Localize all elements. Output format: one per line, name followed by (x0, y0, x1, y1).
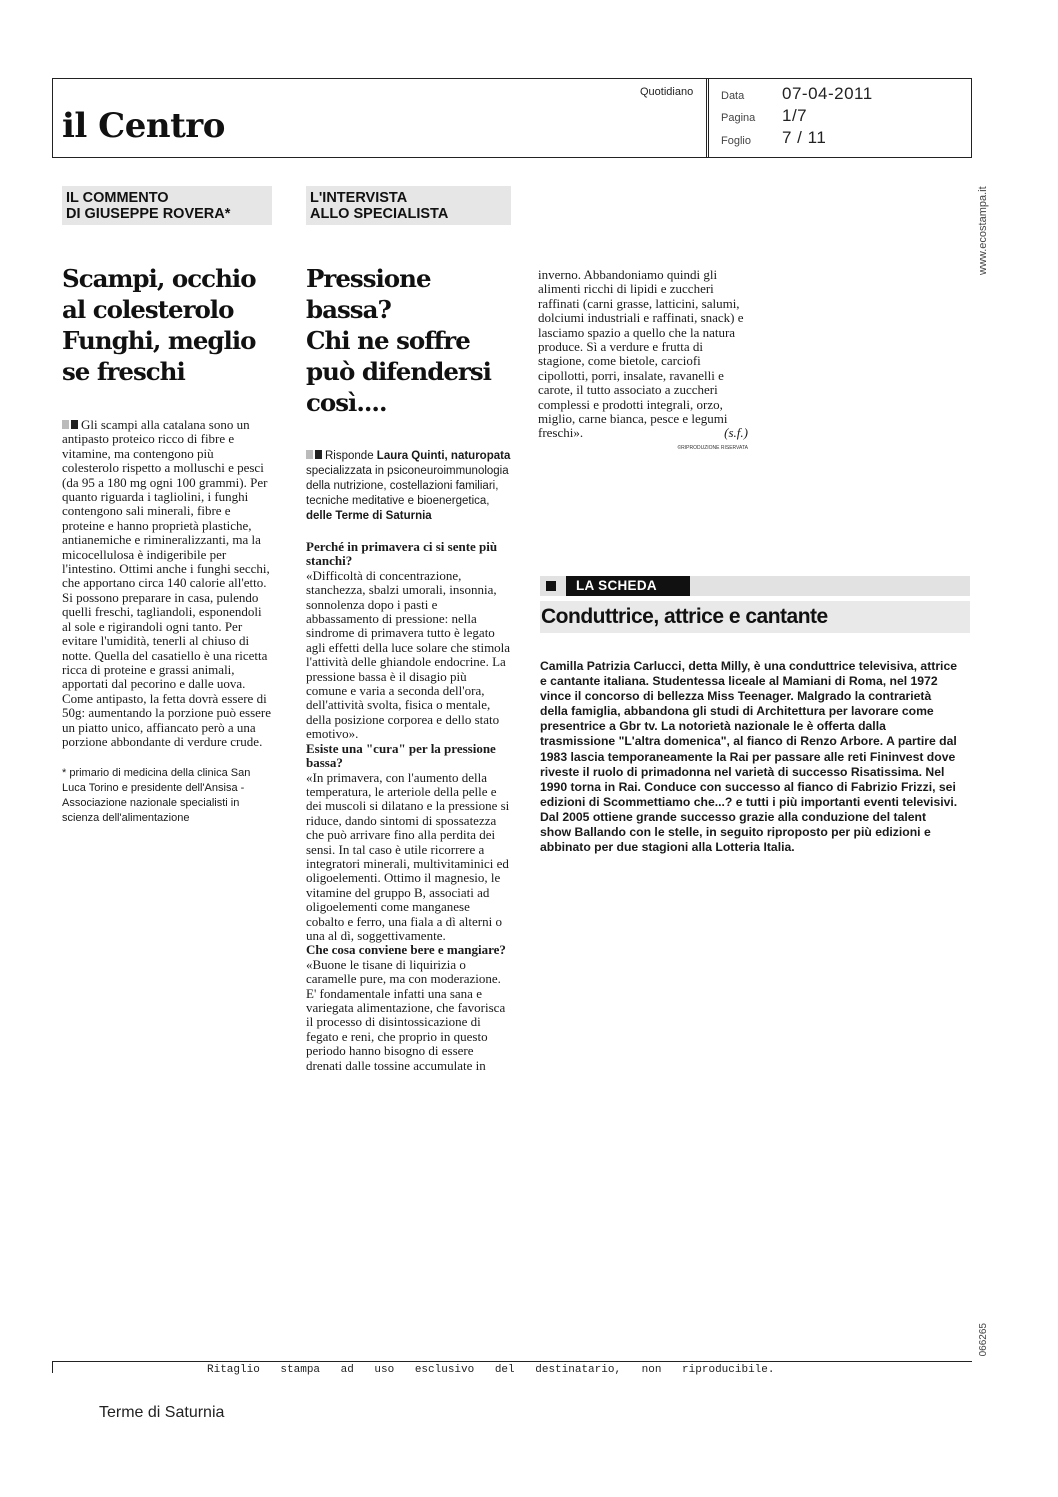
intervista-kicker: L'INTERVISTA ALLO SPECIALISTA (306, 186, 511, 225)
scheda-square-icon (546, 581, 556, 591)
date-value: 07-04-2011 (782, 84, 873, 103)
lead-square-icon (71, 420, 78, 429)
commento-body: Gli scampi alla catalana sono un antipasto proteico ricco di fibre e vitamine, ma contengono più colesterolo rispetto a molluschi e pesci (da 95 a 180 mg ogni 100 grammi). Per quanto riguarda i tagliolini, i funghi contengono sali minerali, fibre e proteine e hanno proprietà plastiche, antianemiche e rimineralizzanti, ma la micocellulosa è indigeribile per l'intestino. Ottimi anche i funghi secchi, che apportano circa 140 calorie all'etto. Si possono preparare in casa, pulendo quelli freschi, tagliandoli, esponendoli al sole e rigirandoli ogni tanto. Per evitare l'umidità, tenerli al chiuso di notte. Quella del casatiello è una ricetta ricca di proteine e grassi animali, apportati dal pecorino e dalle uova. Come antipasto, la fetta dovrà essere di 50g: aumentando la porzione può essere un piatto unico, affiancato però a una porzione abbondante di verdure crude. (62, 417, 272, 749)
lead-mark-icon (306, 450, 313, 459)
scheda-body: Camilla Patrizia Carlucci, detta Milly, è una conduttrice televisiva, attrice e cantante italiana. Studentessa liceale al Mamiani di Roma, nel 1972 vince il concorso di bellezza Miss Teenager. Malgrado la contrarietà della famiglia, abbandona gli studi di Architettura per lavorare come presentrice a Gbr tv. La notorietà nazionale le è offerta dalla trasmissione "L'altra domenica", al fianco di Renzo Arbore. A partire dal 1983 lascia temporaneamente la Rai per passare alle reti Fininvest dove riveste il ruolo di primadonna nel varietà di successo Risatissima. Nel 1990 torna in Rai. Conduce con successo al fianco di Fabrizio Frizzi, sei edizioni di Scommettiamo che...? e tutti i più importanti eventi televisivi. Dal 2005 ottiene grande successo grazie alla conduzione del talent show Ballando con le stelle, in seguito riproposto per più edizioni e abbinato per due stagioni alla Lotteria Italia. (540, 659, 958, 855)
answer-1: «Difficoltà di concentrazione, stanchezza, sbalzi umorali, insonnia, sonnolenza dopo i pasti e abbassamento di pressione: nella sindrome di primavera tutto è legato agli effetti della luce solare che stimola l'attività delle ghiandole endocrine. La pressione bassa è il disagio più comune e varia a seconda dell'ora, dell'attività svolta, fisica o mentale, della posizione corporea e dello stato emotivo». (306, 567, 511, 742)
answer-2: «In primavera, con l'aumento della temperatura, le arteriole della pelle e dei muscoli si dilatano e la pressione si riduce, dando sintomi di spossatezza che può arrivare fino alla perdita dei sensi. In tal caso è utile ricorrere a integratori minerali, multivitaminici ed oligoelementi. Ottimo il magnesio, le vitamine del gruppo B, associati ad oligoelementi come manganese cobalto e ferro, una fiala a dì alterni o una al dì, soggettivamente. (306, 769, 510, 943)
website-vertical: www.ecostampa.it (977, 186, 989, 275)
scheda-label: LA SCHEDA (576, 578, 657, 593)
date-label: Data (721, 90, 745, 102)
rights-notice: ©RIPRODUZIONE RISERVATA (677, 444, 748, 451)
header-divider (706, 78, 709, 158)
author-signature: (s.f.) (724, 425, 748, 441)
masthead: il Centro (62, 106, 225, 146)
intervista-intro: Risponde Laura Quinti, naturopata specializzata in psiconeuroimmunologia della nutrizione, costellazioni familiari, tecniche meditative e bioenergetica, delle Terme di Saturnia (306, 450, 511, 522)
clipping-code: 066265 (978, 1323, 989, 1357)
commento-kicker: IL COMMENTO DI GIUSEPPE ROVERA* (62, 186, 272, 225)
commento-footnote: * primario di medicina della clinica San Luca Torino e presidente dell'Ansisa - Associazione nazionale specialisti in scienza dell'alimentazione (62, 767, 251, 825)
lead-square-icon (315, 450, 322, 459)
publication-type: Quotidiano (640, 86, 694, 98)
answer-3-continued: inverno. Abbandoniamo quindi gli alimenti ricchi di lipidi e zuccheri raffinati (carni grasse, latticini, salumi, dolciumi industriali e raffinati, snack) e lasciamo spazio a quello che la natura produce. Sì a verdure e frutta di stagione, come bietole, carciofi cipollotti, porri, insalate, ravanelli e carote, il tutto associato a zuccheri complessi e prodotti integrali, orzo, miglio, carne bianca, pesce e legumi freschi». (s.f.) (538, 267, 748, 441)
question-3: Che cosa conviene bere e mangiare? (306, 942, 506, 958)
answer-3: «Buone le tisane di liquirizia o caramelle pure, ma con moderazione. E' fondamentale infatti una sana e variegata alimentazione, che favorisca il processo di disintossicazione di fegato e reni, che proprio in questo periodo hanno bisogno di essere drenati dalle tossine accumulate in (306, 956, 506, 1073)
scheda-title: Conduttrice, attrice e cantante (541, 605, 828, 628)
intervista-body (306, 540, 511, 1073)
question-2: Esiste una "cura" per la pressione bassa? (306, 740, 496, 771)
question-1: Perché in primavera ci si sente più stanchi? (306, 539, 498, 569)
commento-column (62, 186, 272, 826)
intervista-continuation (538, 268, 748, 451)
commento-headline: Scampi, occhio al colesterolo Funghi, meglio se freschi (62, 264, 256, 386)
intervista-column (306, 186, 511, 1073)
intervista-headline: Pressione bassa? Chi ne soffre può difendersi così.... (306, 264, 491, 417)
page-value: 1/7 (782, 106, 808, 125)
sheet-label: Foglio (721, 135, 751, 147)
client-name: Terme di Saturnia (99, 1404, 225, 1421)
footer-notice: Ritaglio stampa ad uso esclusivo del destinatario, non riproducibile. (207, 1364, 775, 1376)
lead-mark-icon (62, 420, 69, 429)
sheet-value: 7 / 11 (782, 128, 827, 147)
page-label: Pagina (721, 112, 756, 124)
